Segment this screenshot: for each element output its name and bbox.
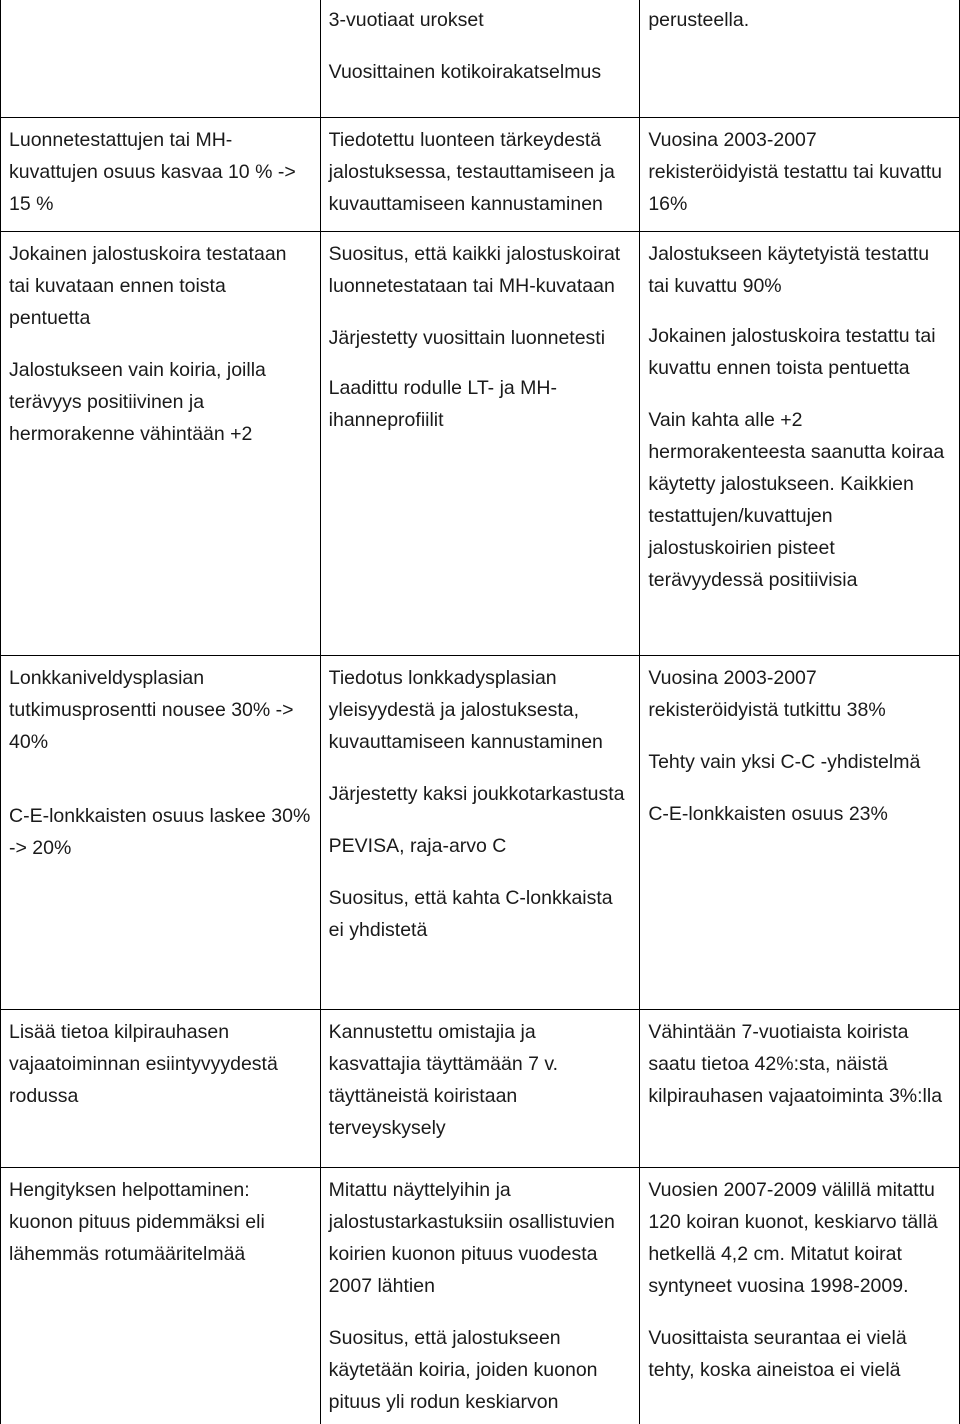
actions-cell [320, 655, 640, 1009]
table-row [1, 1167, 960, 1424]
table-row [1, 117, 960, 231]
results-cell [640, 231, 960, 655]
cell-text: PEVISA, raja-arvo C [328, 834, 507, 857]
cell-text: Suositus, että kahta C-lonkkaista ei yhdistetä [328, 886, 613, 941]
cell-text: Tehty vain yksi C-C -yhdistelmä [648, 750, 921, 773]
actions-cell [320, 117, 640, 231]
cell-text: Jalostukseen vain koiria, joilla terävyys positiivinen ja hermorakenne vähintään +2 [9, 358, 266, 445]
results-cell [640, 117, 960, 231]
table-row [1, 1009, 960, 1167]
actions-cell [320, 231, 640, 655]
actions-cell [320, 0, 640, 117]
goal-cell [1, 655, 321, 1009]
goal-cell [1, 231, 321, 655]
goal-cell [1, 1009, 321, 1167]
cell-text: Hengityksen helpottaminen: kuonon pituus pidemmäksi eli lähemmäs rotumääritelmää [9, 1178, 265, 1265]
cell-text: Jalostukseen käytetyistä testattu tai kuvattu 90% [648, 242, 930, 297]
cell-text: Mitattu näyttelyihin ja jalostustarkastuksiin osallistuvien koirien kuonon pituus vuodesta 2007 lähtien [328, 1178, 615, 1297]
goal-cell [1, 0, 321, 117]
results-cell [640, 1009, 960, 1167]
cell-text: Suositus, että jalostukseen käytetään koiria, joiden kuonon pituus yli rodun keskiarvon [328, 1326, 598, 1413]
actions-cell [320, 1009, 640, 1167]
cell-text: Luonnetestattujen tai MH-kuvattujen osuus kasvaa 10 % -> 15 % [9, 128, 296, 215]
goal-cell [1, 1167, 321, 1424]
cell-text: Vähintään 7-vuotiaista koirista saatu tietoa 42%:sta, näistä kilpirauhasen vajaatoiminta 3%:lla [648, 1020, 943, 1107]
cell-text: Järjestetty vuosittain luonnetesti [328, 326, 606, 349]
cell-text: Vain kahta alle +2 hermorakenteesta saanutta koiraa käytetty jalostukseen. Kaikkien testattujen/kuvattujen jalostuskoirien pisteet terävyydessä positiivisia [648, 408, 945, 591]
table-row [1, 231, 960, 655]
results-cell [640, 0, 960, 117]
results-cell [640, 1167, 960, 1424]
cell-text: Tiedotettu luonteen tärkeydestä jalostuksessa, testauttamiseen ja kuvauttamiseen kannustaminen [328, 128, 615, 215]
cell-text: Laadittu rodulle LT- ja MH-ihanneprofiilit [328, 376, 557, 431]
cell-text: Lonkkaniveldysplasian tutkimusprosentti nousee 30% -> 40% [9, 666, 294, 753]
table-row [1, 0, 960, 117]
cell-text: perusteella. [648, 9, 750, 31]
cell-text: Vuosina 2003-2007 rekisteröidyistä tutkittu 38% [648, 666, 886, 721]
cell-text: Vuosittaista seurantaa ei vielä tehty, koska aineistoa ei vielä [648, 1326, 907, 1381]
cell-text: Vuosittainen kotikoirakatselmus [328, 61, 602, 83]
goal-cell [1, 117, 321, 231]
cell-text: Suositus, että kaikki jalostuskoirat luonnetestataan tai MH-kuvataan [328, 242, 621, 297]
cell-text: Lisää tietoa kilpirauhasen vajaatoiminnan esiintyvyydestä rodussa [9, 1020, 278, 1107]
cell-text: C-E-lonkkaisten osuus laskee 30% -> 20% [9, 804, 311, 859]
cell-text: Tiedotus lonkkadysplasian yleisyydestä ja jalostuksesta, kuvauttamiseen kannustaminen [328, 666, 603, 753]
results-cell [640, 655, 960, 1009]
cell-text: Vuosina 2003-2007 rekisteröidyistä testattu tai kuvattu 16% [648, 128, 943, 215]
cell-text: 3-vuotiaat urokset [328, 9, 484, 31]
cell-text: Järjestetty kaksi joukkotarkastusta [328, 782, 625, 805]
table-row [1, 655, 960, 1009]
cell-text: Kannustettu omistajia ja kasvattajia täyttämään 7 v. täyttäneistä koiristaan terveyskysely [328, 1020, 559, 1139]
cell-text: Jokainen jalostuskoira testattu tai kuvattu ennen toista pentuetta [648, 324, 936, 379]
cell-text: C-E-lonkkaisten osuus 23% [648, 802, 888, 825]
cell-text: Vuosien 2007-2009 välillä mitattu 120 koiran kuonot, keskiarvo tällä hetkellä 4,2 cm. Mitatut koirat syntyneet vuosina 1998-2009. [648, 1178, 938, 1297]
actions-cell [320, 1167, 640, 1424]
cell-text: Jokainen jalostuskoira testataan tai kuvataan ennen toista pentuetta [9, 242, 287, 329]
